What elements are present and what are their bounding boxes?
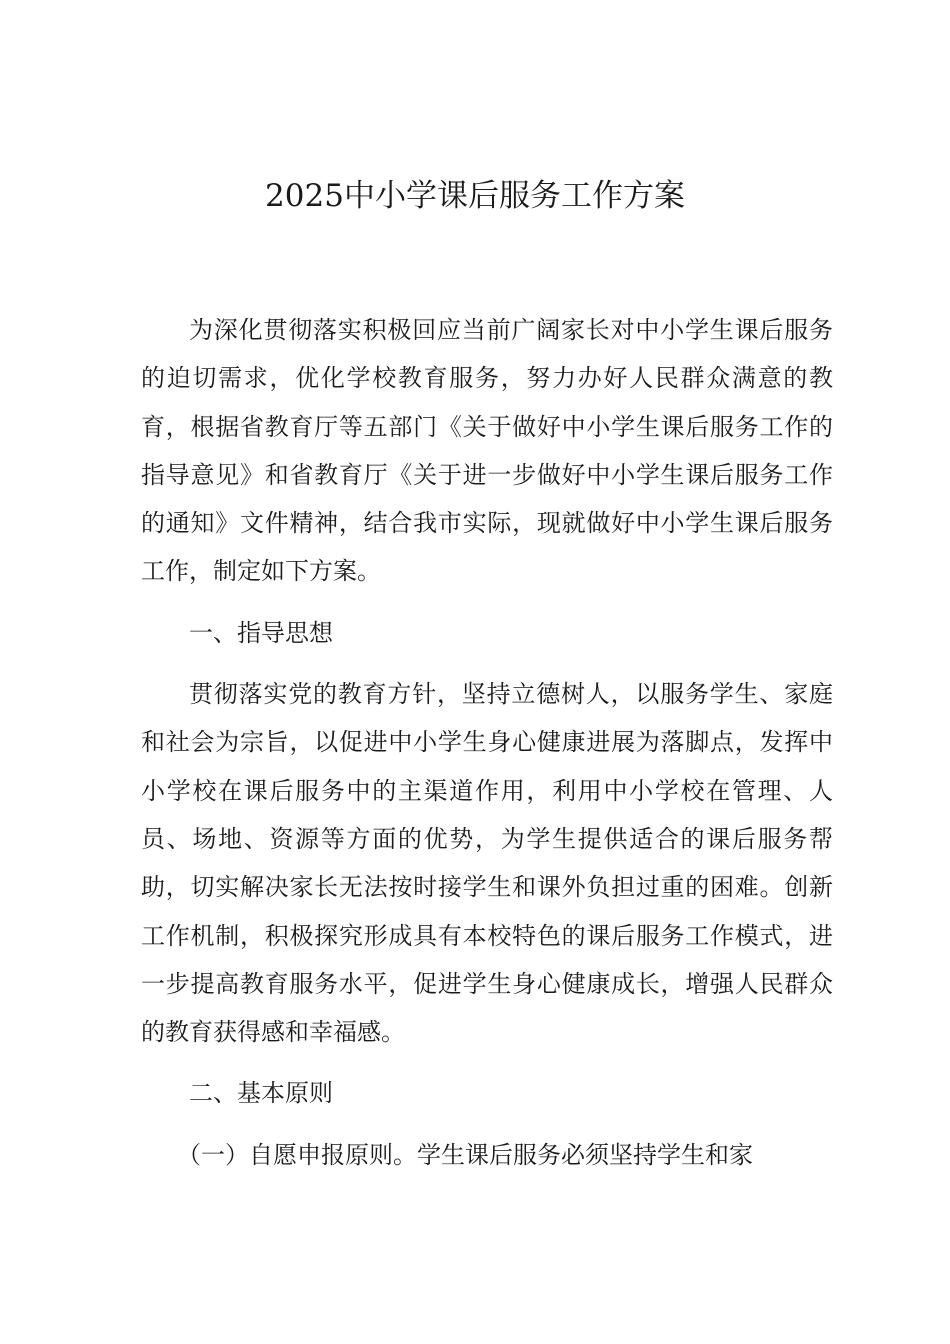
document-title: 2025中小学课后服务工作方案	[265, 178, 685, 214]
intro-paragraph: 为深化贯彻落实积极回应当前广阔家长对中小学生课后服务的迫切需求，优化学校教育服务，努力办好人民群众满意的教育，根据省教育厅等五部门《关于做好中小学生课后服务工作的指导意见》和省教育厅《关于进一步做好中小学生课后服务工作的通知》文件精神，结合我市实际，现就做好中小学生课后服务工作，制定如下方案。	[141, 316, 833, 586]
section-heading-guiding-thought: 一、指导思想	[189, 618, 333, 647]
principle-item-voluntary: （一）自愿申报原则。学生课后服务必须坚持学生和家	[177, 1140, 753, 1169]
guiding-thought-paragraph: 贯彻落实党的教育方针，坚持立德树人，以服务学生、家庭和社会为宗旨，以促进中小学生身心健康进展为落脚点，发挥中小学校在课后服务中的主渠道作用，利用中小学校在管理、人员、场地、资源等方面的优势，为学生提供适合的课后服务帮助，切实解决家长无法按时接学生和课外负担过重的困难。创新工作机制，积极探究形成具有本校特色的课后服务工作模式，进一步提高教育服务水平，促进学生身心健康成长，增强人民群众的教育获得感和幸福感。	[141, 680, 833, 1047]
section-heading-basic-principles: 二、基本原则	[189, 1079, 333, 1108]
document-body	[141, 306, 833, 1179]
